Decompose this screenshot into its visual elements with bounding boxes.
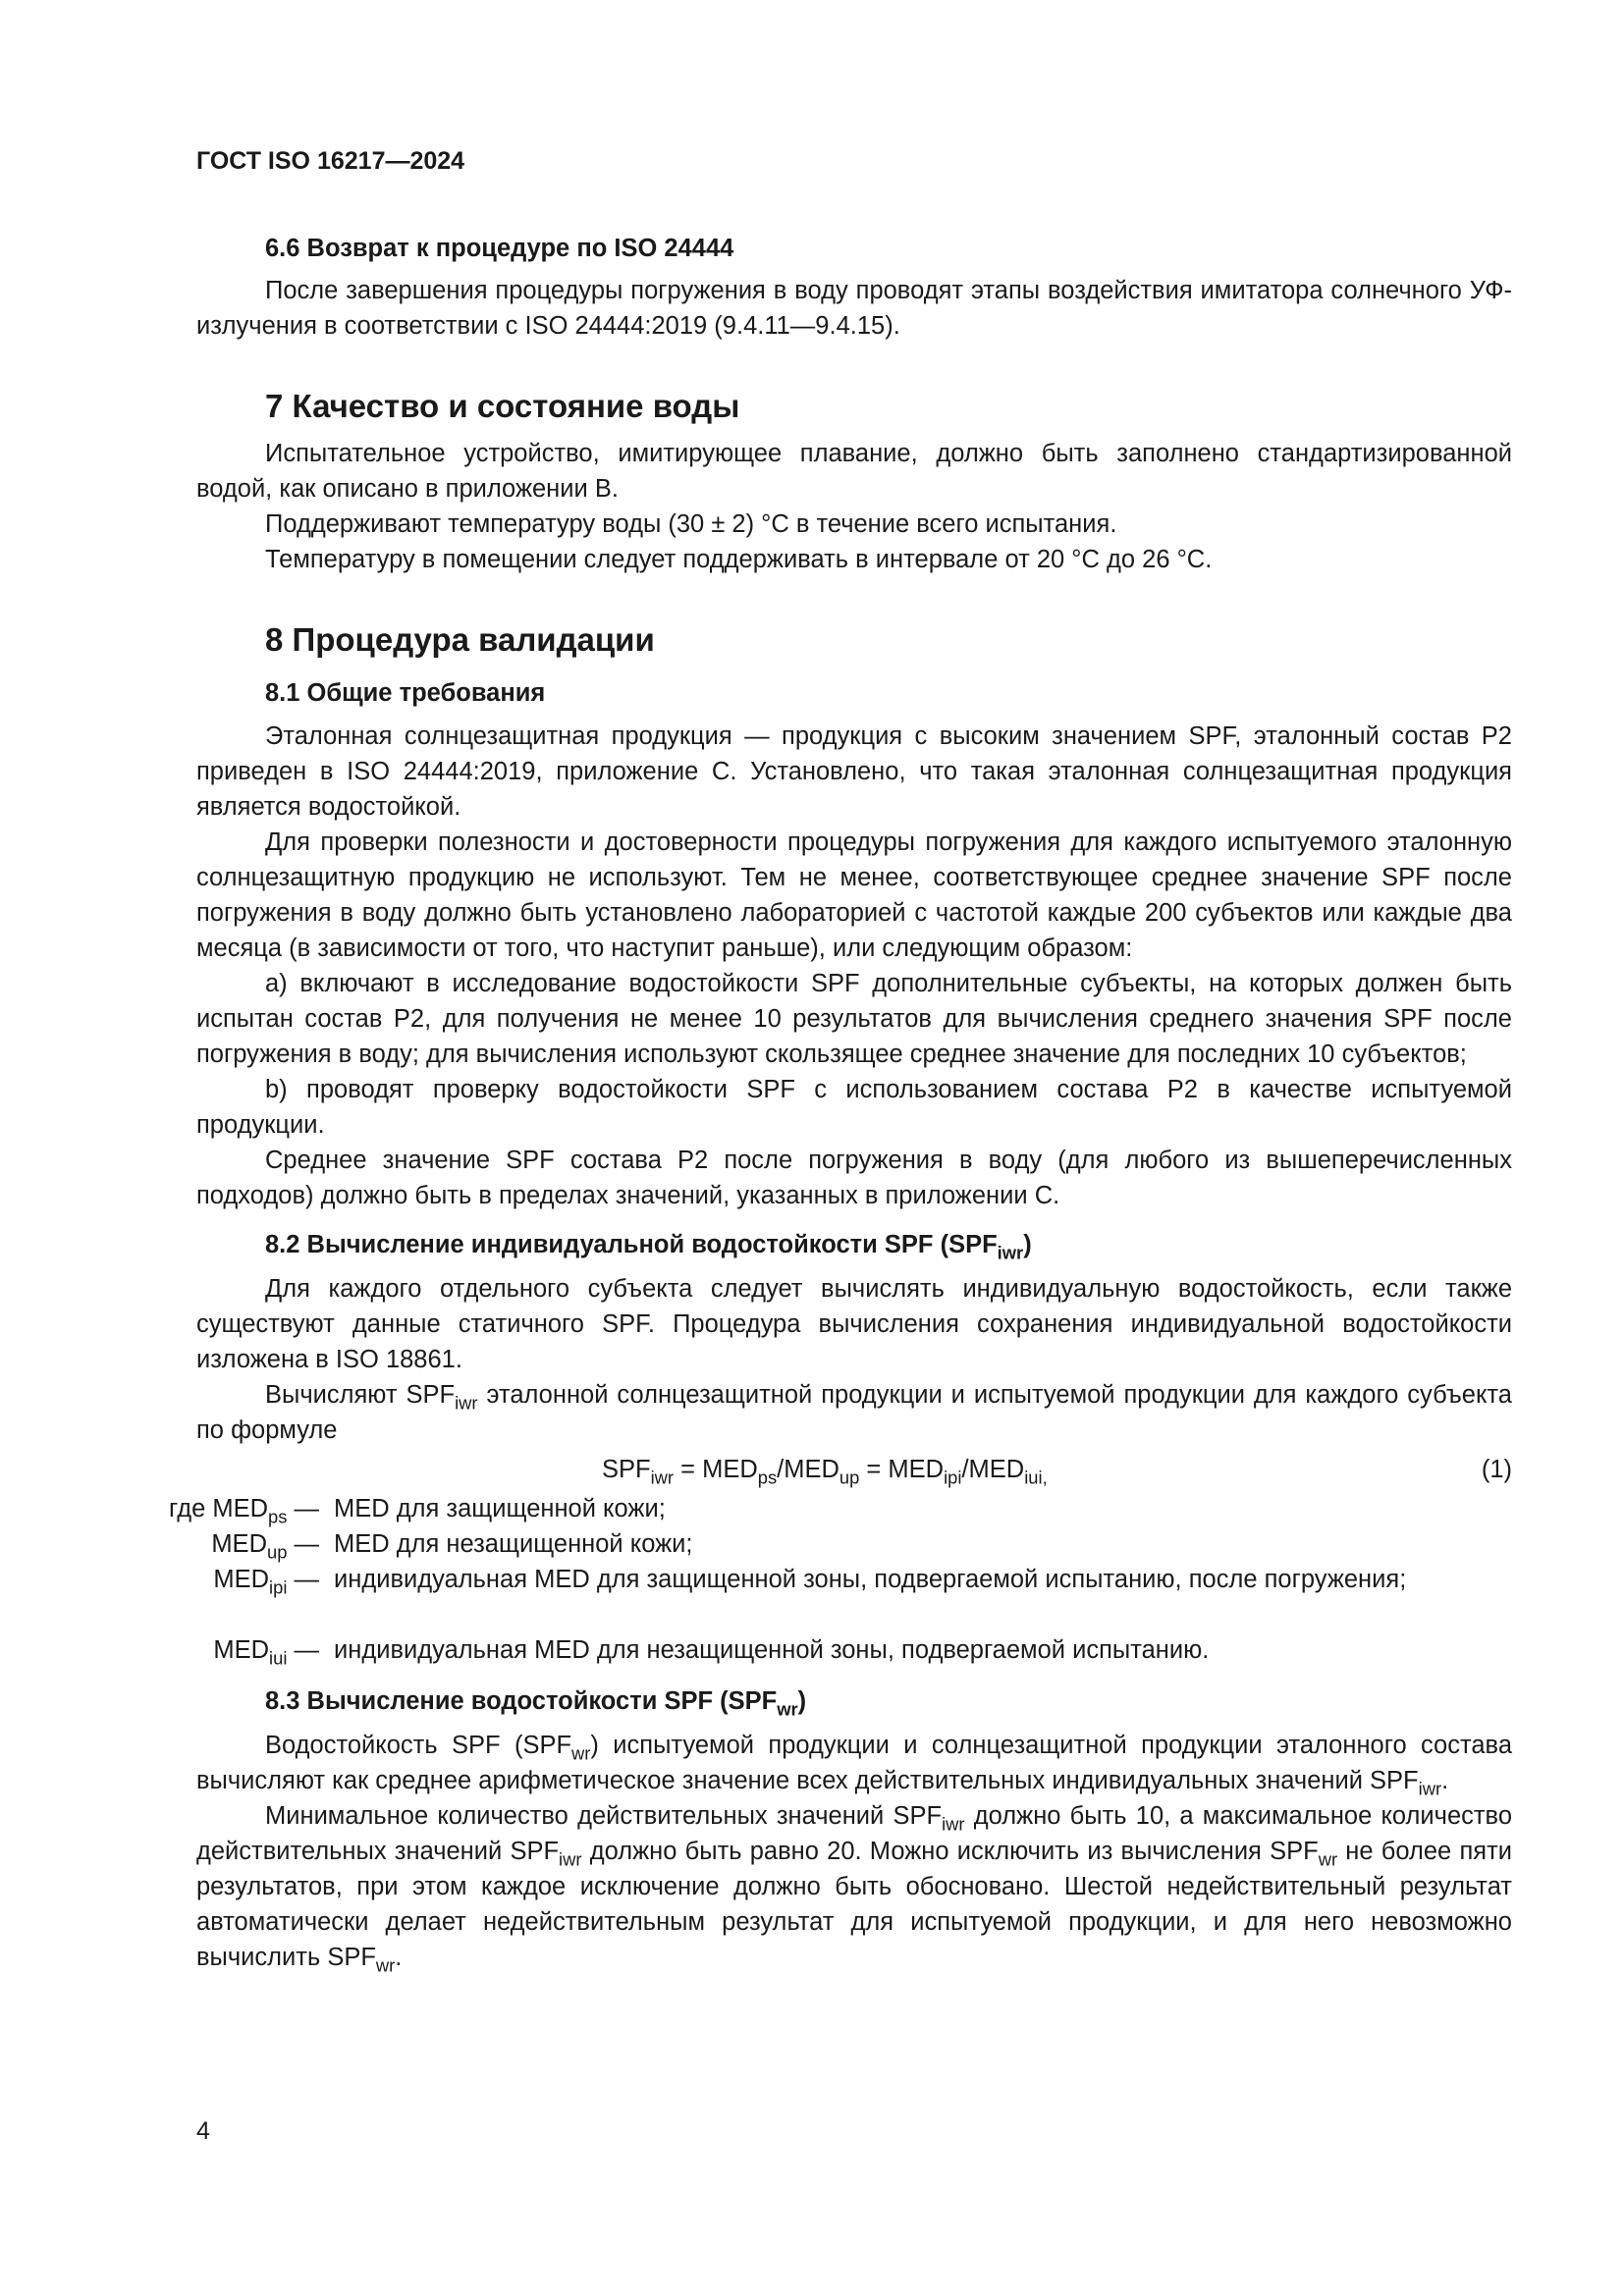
section-8-2-title: 8.2 Вычисление индивидуальной водостойкости SPF $(SPF_{iwr})$ — [265, 1231, 1032, 1263]
where-item: где $MED_{ps}$ — MED для защищенной кожи; — [169, 1495, 666, 1527]
section-7-paragraph-3: Температуру в помещении следует поддерживать в интервале от 20 °С до 26 °С. — [265, 546, 1213, 573]
section-8-1-paragraph-2: Для проверки полезности и достоверности процедуры погружения для каждого испытуемого эталонную солнцезащитную продукцию не используют. Тем не менее, соответствующее среднее значение SPF после погружения в воду должно быть установлено лабораторией с частотой каждые 200 субъектов или каждые два месяца (в зависимости от того, что наступит раньше), или следующим образом: — [196, 828, 1512, 962]
section-8-2-paragraph-2: Вычисляют $SPF_{iwr}$ эталонной солнцезащитной продукции и испытуемой продукции для каждого субъекта по формуле — [196, 1381, 1512, 1444]
document-header: ГОСТ ISO 16217—2024 — [196, 147, 465, 175]
section-6-6-paragraph: После завершения процедуры погружения в воду проводят этапы воздействия имитатора солнечного УФ-излучения в соответствии с ISO 24444:2019 (9.4.11—9.4.15). — [196, 277, 1512, 340]
section-6-6-title: 6.6 Возврат к процедуре по ISO 24444 — [265, 235, 734, 262]
section-8-3-title: 8.3 Вычисление водостойкости SPF $(SPF_{wr})$ — [265, 1687, 807, 1720]
formula-expression: $SPF_{iwr} = MED_{ps}/MED_{up} = MED_{ipi}/MED_{iui,}$ — [602, 1456, 1048, 1488]
page-body — [169, 147, 1512, 1976]
section-7-paragraph-2: Поддерживают температуру воды (30 ± 2) °С в течение всего испытания. — [265, 510, 1117, 538]
section-7-paragraph-1: Испытательное устройство, имитирующее плавание, должно быть заполнено стандартизированной водой, как описано в приложении В. — [196, 440, 1512, 503]
formula-number: (1) — [1481, 1456, 1512, 1483]
section-8-1-paragraph-3: Среднее значение SPF состава Р2 после погружения в воду (для любого из вышеперечисленных подходов) должно быть в пределах значений, указанных в приложении С. — [196, 1147, 1512, 1209]
where-item: $MED_{up}$ — MED для незащищенной кожи; — [211, 1530, 693, 1563]
section-8-1-paragraph-1: Эталонная солнцезащитная продукция — продукция с высоким значением SPF, эталонный состав Р2 приведен в ISO 24444:2019, приложение С. Установлено, что такая эталонная солнцезащитная продукция является водостойкой. — [196, 722, 1512, 821]
list-item-a: а) включают в исследование водостойкости SPF дополнительные субъекты, на которых должен быть испытан состав Р2, для получения не менее 10 результатов для вычисления среднего значения SPF после погружения в воду; для вычисления используют скользящее среднее значение для последних 10 субъектов; — [196, 970, 1512, 1068]
section-7-title: 7 Качество и состояние воды — [265, 388, 740, 424]
section-8-1-title: 8.1 Общие требования — [265, 679, 546, 707]
formula-1 — [196, 1448, 1512, 1491]
list-item-b: b) проводят проверку водостойкости SPF с использованием состава Р2 в качестве испытуемой продукции. — [196, 1076, 1512, 1139]
where-item: $MED_{ipi}$ — индивидуальная MED для защищенной зоны, подвергаемой испытанию, после погружения; — [213, 1566, 1407, 1598]
section-8-3-paragraph-1: Водостойкость SPF $(SPF_{wr})$ испытуемой продукции и солнцезащитной продукции эталонного состава вычисляют как среднее арифметическое значение всех действительных индивидуальных значений $SPF_{iwr}$. — [196, 1732, 1512, 1799]
section-8-title: 8 Процедура валидации — [265, 621, 655, 658]
where-item: $MED_{iui}$ — индивидуальная MED для незащищенной зоны, подвергаемой испытанию. — [213, 1636, 1210, 1669]
page-number: 4 — [196, 2117, 210, 2145]
section-8-3-paragraph-2: Минимальное количество действительных значений $SPF_{iwr}$ должно быть 10, а максимальное количество действительных значений $SPF_{iwr}$ должно быть равно 20. Можно исключить из вычисления $SPF_{wr}$ не более пяти результатов, при этом каждое исключение должно быть обосновано. Шестой недействительный результат автоматически делает недействительным результат для испытуемой продукции, и для него невозможно вычислить $SPF_{wr}$. — [196, 1802, 1512, 1976]
section-8-2-paragraph-1: Для каждого отдельного субъекта следует вычислять индивидуальную водостойкость, если также существуют данные статичного SPF. Процедура вычисления сохранения индивидуальной водостойкости изложена в ISO 18861. — [196, 1275, 1512, 1373]
